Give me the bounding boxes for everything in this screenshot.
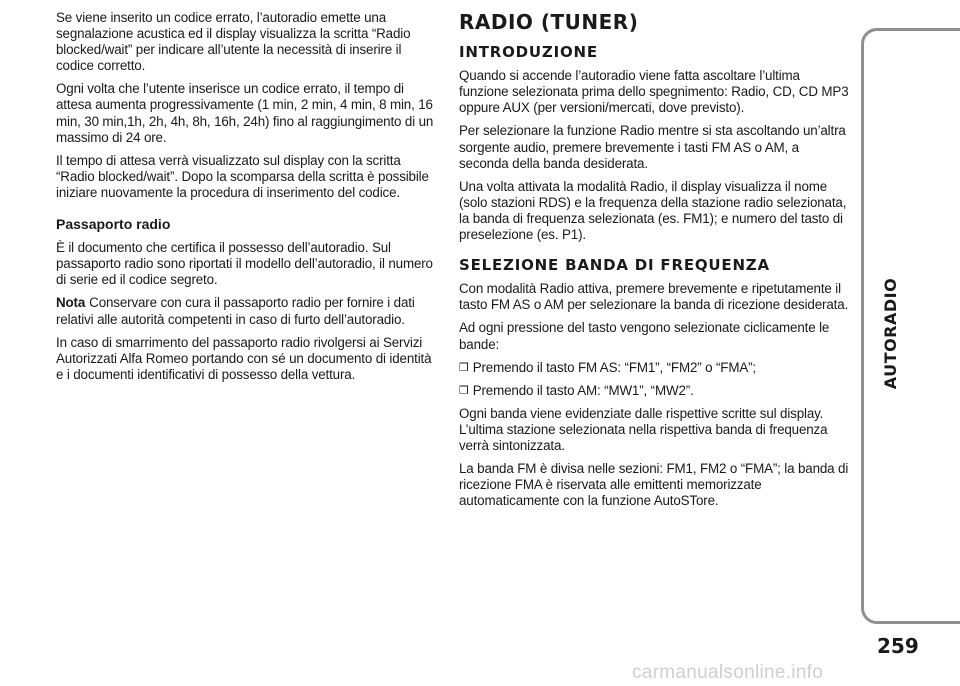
page-number: 259	[877, 634, 919, 658]
subheading-introduction: INTRODUZIONE	[459, 43, 598, 62]
paragraph-band-3: Ogni banda viene evidenziate dalle rispettive scritte sul display. L’ultima stazione selezionata nella rispettiva banda di frequenza verrà sintonizzata.	[459, 405, 828, 453]
right-column	[459, 10, 849, 516]
checkbox-bullet-icon: ❒	[459, 361, 469, 374]
list-item	[459, 360, 849, 376]
chapter-tab-label	[869, 233, 913, 433]
heading-radio-passport: Passaporto radio	[56, 216, 171, 233]
paragraph-wait-time: Ogni volta che l’utente inserisce un codice errato, il tempo di attesa aumenta progressivamente (1 min, 2 min, 4 min, 8 min, 16 min, 30 min,1h, 2h, 4h, 8h, 16h, 24h) fino al raggiungimento di un massimo di 24 ore.	[56, 81, 434, 145]
list-item-text: Premendo il tasto FM AS: “FM1”, “FM2” o “FMA”;	[472, 359, 756, 375]
checkbox-bullet-icon: ❒	[459, 384, 469, 397]
note-label: Nota	[56, 295, 86, 311]
watermark: carmanualsonline.info	[632, 662, 824, 683]
section-title: RADIO (TUNER)	[459, 10, 639, 34]
paragraph-wait-display: Il tempo di attesa verrà visualizzato sul display con la scritta “Radio blocked/wait”. Dopo la scomparsa della scritta è possibile iniziare nuovamente la procedura di inserimento del codice.	[56, 152, 429, 200]
paragraph-lost-passport: In caso di smarrimento del passaporto radio rivolgersi ai Servizi Autorizzati Alfa Romeo portando con sé un documento di identità e i documenti identificativi di possesso della vettura.	[56, 334, 432, 382]
paragraph-band-2: Ad ogni pressione del tasto vengono selezionate ciclicamente le bande:	[459, 320, 830, 352]
paragraph-intro-3: Una volta attivata la modalità Radio, il display visualizza il nome (solo stazioni RDS) e la frequenza della stazione radio selezionata, la banda di frequenza selezionata (es. FM1); e numero del tasto di preselezione (es. P1).	[459, 178, 847, 243]
paragraph-band-1: Con modalità Radio attiva, premere brevemente e ripetutamente il tasto FM AS o AM per selezionare la banda di ricezione desiderata.	[459, 281, 849, 313]
list-item	[459, 383, 849, 399]
note-paragraph	[56, 295, 440, 327]
paragraph-band-4: La banda FM è divisa nelle sezioni: FM1, FM2 o “FMA”; la banda di ricezione FMA è riservata alle emittenti memorizzate automaticamente con la funzione AutoSTore.	[459, 461, 849, 509]
list-item-text: Premendo il tasto AM: “MW1”, “MW2”.	[472, 382, 694, 398]
paragraph-wrong-code: Se viene inserito un codice errato, l’autoradio emette una segnalazione acustica ed il display visualizza la scritta “Radio blocked/wait” per indicare all’utente la necessità di inserire il codice corretto.	[56, 10, 411, 74]
chapter-label-text: AUTORADIO	[881, 277, 901, 389]
paragraph-passport: È il documento che certifica il possesso dell’autoradio. Sul passaporto radio sono riportati il modello dell’autoradio, il numero di serie ed il codice segreto.	[56, 240, 433, 288]
left-column	[56, 10, 440, 390]
paragraph-intro-2: Per selezionare la funzione Radio mentre si sta ascoltando un’altra sorgente audio, premere brevemente i tasti FM AS o AM, a seconda della banda desiderata.	[459, 123, 846, 171]
note-text: Conservare con cura il passaporto radio per fornire i dati relativi alle autorità competenti in caso di furto dell’autoradio.	[56, 295, 415, 327]
subheading-band-selection: SELEZIONE BANDA DI FREQUENZA	[459, 256, 770, 275]
paragraph-intro-1: Quando si accende l’autoradio viene fatta ascoltare l’ultima funzione selezionata prima dello spegnimento: Radio, CD, CD MP3 oppure AUX (per versioni/mercati, dove previsto).	[459, 68, 849, 116]
